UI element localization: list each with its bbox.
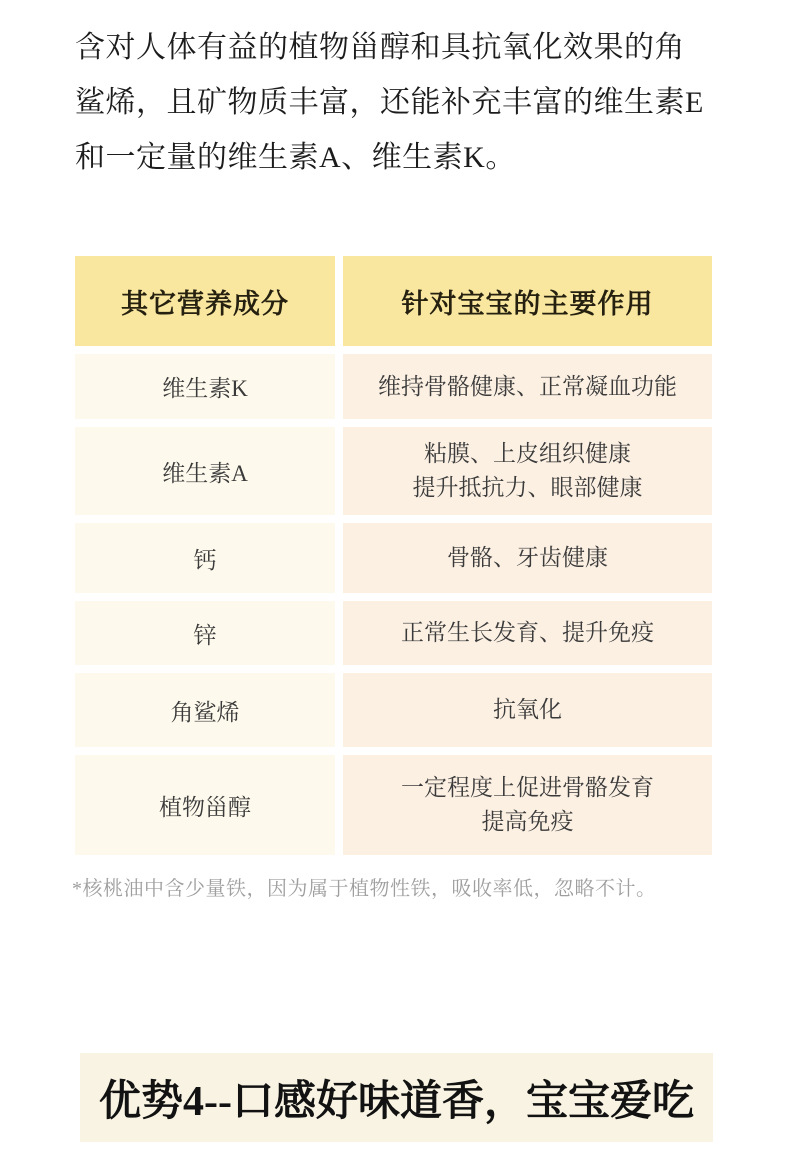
table-cell-component: 维生素K — [75, 354, 335, 419]
effect-line: 抗氧化 — [493, 697, 562, 722]
effect-line: 粘膜、上皮组织健康 — [424, 441, 631, 466]
table-cell-effect — [343, 755, 712, 855]
table-cell-effect — [343, 354, 712, 419]
table-cell-component: 维生素A — [75, 427, 335, 515]
intro-paragraph — [75, 20, 740, 185]
effect-line: 骨骼、牙齿健康 — [447, 545, 608, 570]
table-cell-component: 钙 — [75, 523, 335, 593]
effect-line: 一定程度上促进骨骼发育 — [401, 775, 654, 800]
intro-line: 含对人体有益的植物甾醇和具抗氧化效果的角 — [75, 31, 685, 64]
table-header-component: 其它营养成分 — [75, 256, 335, 346]
section-banner — [80, 1053, 713, 1142]
table-cell-component: 锌 — [75, 601, 335, 665]
table-cell-component: 角鲨烯 — [75, 673, 335, 747]
effect-line: 正常生长发育、提升免疫 — [401, 620, 654, 645]
table-cell-effect — [343, 673, 712, 747]
effect-line: 提高免疫 — [481, 809, 574, 834]
table-cell-effect — [343, 427, 712, 515]
table-header-effect: 针对宝宝的主要作用 — [343, 256, 712, 346]
banner-title: 优势4--口感好味道香，宝宝爱吃 — [99, 1078, 694, 1125]
table-cell-component: 植物甾醇 — [75, 755, 335, 855]
effect-line: 维持骨骼健康、正常凝血功能 — [378, 373, 677, 399]
intro-line: 和一定量的维生素A、维生素K。 — [75, 141, 516, 174]
table-cell-effect — [343, 601, 712, 665]
footnote: *核桃油中含少量铁，因为属于植物性铁，吸收率低，忽略不计。 — [72, 878, 657, 900]
table-cell-effect — [343, 523, 712, 593]
nutrition-table — [75, 256, 712, 855]
effect-line: 提升抵抗力、眼部健康 — [412, 475, 643, 500]
intro-line: 鲨烯，且矿物质丰富，还能补充丰富的维生素E — [75, 86, 704, 119]
